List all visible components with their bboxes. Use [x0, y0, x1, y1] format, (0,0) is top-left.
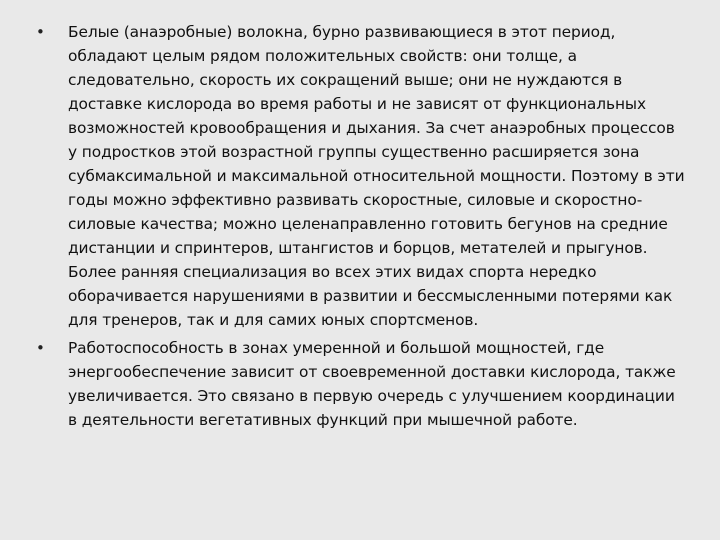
- bullet-item: [36, 336, 686, 432]
- bullet-icon: •: [36, 23, 45, 41]
- bullet-item: [36, 20, 686, 332]
- bullet-text: Белые (анаэробные) волокна, бурно развивающиеся в этот период, обладают целым рядом положительных свойств: они толще, а следовательно, скорость их сокращений выше; они не нуждаются в доставке кислорода во время работы и не зависят от функциональных возможностей кровообращения и дыхания. За счет анаэробных процессов у подростков этой возрастной группы существенно расширяется зона субмаксимальной и максимальной относительной мощности. Поэтому в эти годы можно эффективно развивать скоростные, силовые и скоростно-силовые качества; можно целенаправленно готовить бегунов на средние дистанции и спринтеров, штангистов и борцов, метателей и прыгунов. Более ранняя специализация во всех этих видах спорта нередко оборачивается нарушениями в развитии и бессмысленными потерями как для тренеров, так и для самих юных спортсменов.: [68, 23, 685, 329]
- bullet-text: Работоспособность в зонах умеренной и большой мощностей, где энергообеспечение зависит от своевременной доставки кислорода, также увеличивается. Это связано в первую очередь с улучшением координации в деятельности вегетативных функций при мышечной работе.: [68, 339, 676, 429]
- bullet-icon: •: [36, 339, 45, 357]
- bullet-list: [36, 20, 686, 436]
